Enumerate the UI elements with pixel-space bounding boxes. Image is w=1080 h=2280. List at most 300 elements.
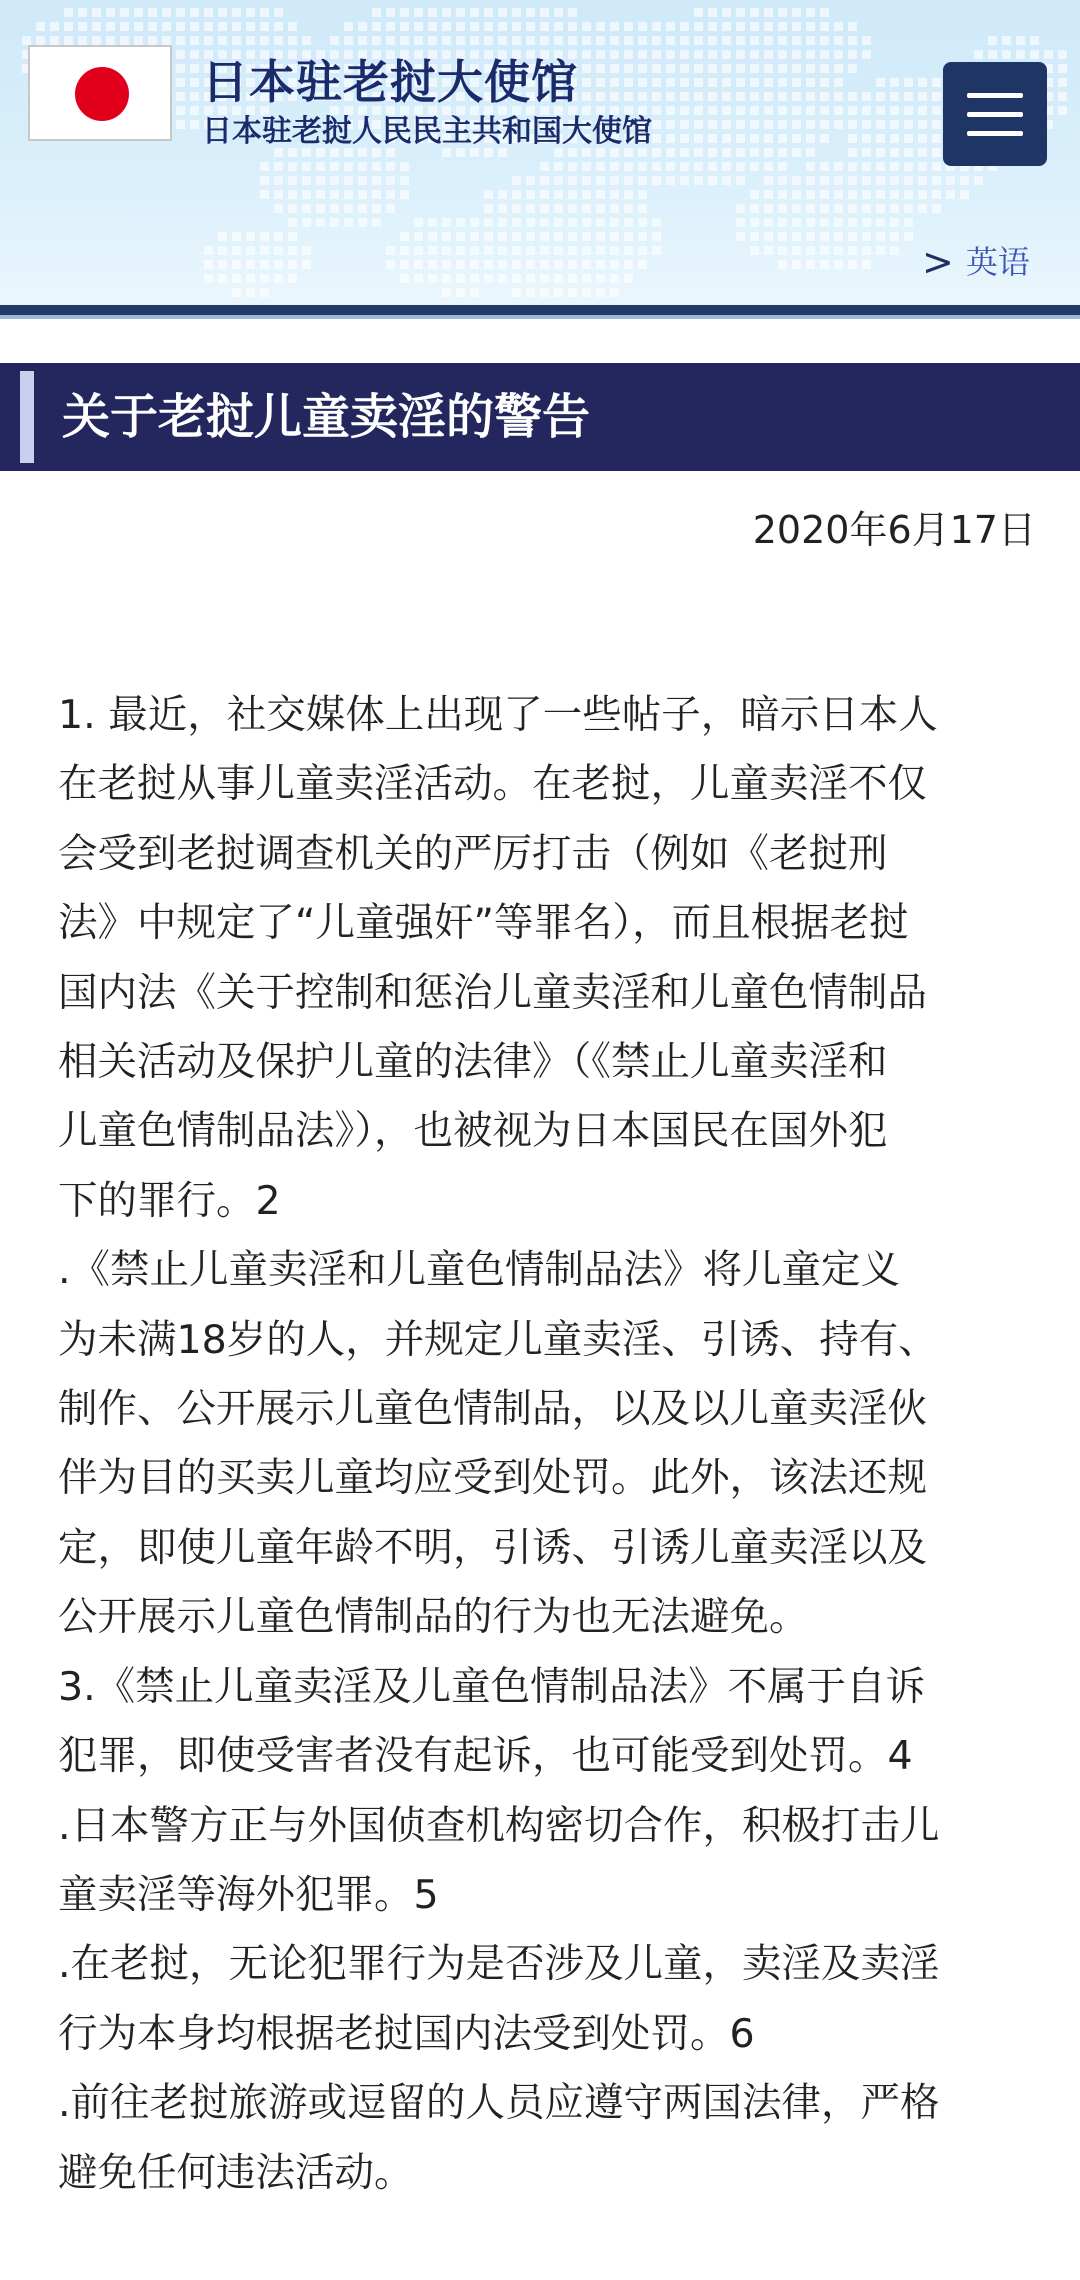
map-dot [890, 134, 899, 143]
map-dot [344, 22, 353, 31]
map-dot [904, 134, 913, 143]
map-dot [218, 22, 227, 31]
map-dot [694, 50, 703, 59]
site-title[interactable]: 日本驻老挝大使馆 [202, 55, 578, 109]
map-dot [218, 260, 227, 269]
map-dot [414, 246, 423, 255]
map-dot [778, 106, 787, 115]
map-dot [862, 36, 871, 45]
map-dot [694, 36, 703, 45]
map-dot [232, 274, 241, 283]
map-dot [246, 274, 255, 283]
map-dot [596, 274, 605, 283]
map-dot [708, 120, 717, 129]
map-dot [680, 148, 689, 157]
map-dot [778, 92, 787, 101]
map-dot [876, 204, 885, 213]
publish-date: 2020年6月17日 [752, 508, 1036, 552]
map-dot [470, 246, 479, 255]
map-dot [274, 260, 283, 269]
map-dot [568, 162, 577, 171]
map-dot [582, 22, 591, 31]
map-dot [176, 78, 185, 87]
map-dot [624, 64, 633, 73]
map-dot [470, 8, 479, 17]
map-dot [386, 260, 395, 269]
map-dot [624, 162, 633, 171]
map-dot [484, 218, 493, 227]
map-dot [778, 78, 787, 87]
article-line: 定，即使儿童年龄不明，引诱、引诱儿童卖淫以及 [58, 1524, 927, 1571]
map-dot [624, 92, 633, 101]
map-dot [596, 78, 605, 87]
map-dot [666, 92, 675, 101]
map-dot [694, 176, 703, 185]
map-dot [246, 288, 255, 297]
map-dot [638, 246, 647, 255]
map-dot [820, 162, 829, 171]
map-dot [1016, 50, 1025, 59]
map-dot [512, 288, 521, 297]
map-dot [764, 176, 773, 185]
map-dot [414, 22, 423, 31]
map-dot [582, 162, 591, 171]
map-dot [274, 176, 283, 185]
japan-flag-icon[interactable] [28, 45, 172, 141]
map-dot [302, 36, 311, 45]
map-dot [708, 148, 717, 157]
map-dot [820, 190, 829, 199]
map-dot [778, 36, 787, 45]
map-dot [694, 120, 703, 129]
map-dot [918, 120, 927, 129]
map-dot [470, 22, 479, 31]
map-dot [638, 92, 647, 101]
map-dot [904, 232, 913, 241]
map-dot [596, 36, 605, 45]
map-dot [274, 162, 283, 171]
map-dot [862, 232, 871, 241]
map-dot [526, 260, 535, 269]
map-dot [134, 8, 143, 17]
map-dot [498, 190, 507, 199]
map-dot [764, 22, 773, 31]
map-dot [78, 22, 87, 31]
map-dot [372, 36, 381, 45]
map-dot [806, 246, 815, 255]
map-dot [526, 176, 535, 185]
map-dot [652, 78, 661, 87]
map-dot [344, 36, 353, 45]
map-dot [694, 106, 703, 115]
flag-red-disc [75, 67, 129, 121]
map-dot [302, 260, 311, 269]
map-dot [764, 204, 773, 213]
map-dot [596, 162, 605, 171]
map-dot [554, 246, 563, 255]
map-dot [638, 36, 647, 45]
map-dot [190, 92, 199, 101]
map-dot [232, 232, 241, 241]
map-dot [288, 22, 297, 31]
map-dot [890, 190, 899, 199]
map-dot [400, 190, 409, 199]
menu-bar-top [967, 93, 1023, 98]
map-dot [526, 232, 535, 241]
menu-bar-middle [967, 112, 1023, 117]
map-dot [806, 64, 815, 73]
map-dot [204, 260, 213, 269]
map-dot [666, 148, 675, 157]
map-dot [610, 176, 619, 185]
map-dot [848, 22, 857, 31]
article-line: 1. 最近，社交媒体上出现了一些帖子，暗示日本人 [58, 692, 938, 738]
map-dot [344, 176, 353, 185]
map-dot [1002, 50, 1011, 59]
map-dot [554, 22, 563, 31]
map-dot [498, 8, 507, 17]
map-dot [358, 36, 367, 45]
map-dot [890, 232, 899, 241]
map-dot [624, 204, 633, 213]
map-dot [204, 36, 213, 45]
map-dot [540, 36, 549, 45]
article-line: 行为本身均根据老挝国内法受到处罚。6 [58, 2010, 755, 2057]
map-dot [484, 22, 493, 31]
map-dot [176, 64, 185, 73]
map-dot [750, 8, 759, 17]
map-dot [862, 162, 871, 171]
map-dot [162, 22, 171, 31]
map-dot [484, 260, 493, 269]
map-dot [372, 8, 381, 17]
article-line: 公开展示儿童色情制品的行为也无法避免。 [58, 1594, 809, 1641]
map-dot [358, 22, 367, 31]
map-dot [596, 50, 605, 59]
map-dot [862, 92, 871, 101]
map-dot [176, 36, 185, 45]
map-dot [610, 204, 619, 213]
map-dot [260, 36, 269, 45]
map-dot [610, 288, 619, 297]
map-dot [442, 36, 451, 45]
map-dot [568, 204, 577, 213]
map-dot [680, 162, 689, 171]
map-dot [288, 204, 297, 213]
map-dot [372, 162, 381, 171]
map-dot [862, 134, 871, 143]
map-dot [652, 36, 661, 45]
article-line: 为未满18岁的人，并规定儿童卖淫、引诱、持有、 [58, 1316, 938, 1363]
map-dot [582, 232, 591, 241]
map-dot [582, 204, 591, 213]
map-dot [1044, 50, 1053, 59]
map-dot [778, 120, 787, 129]
map-dot [540, 204, 549, 213]
map-dot [400, 246, 409, 255]
map-dot [820, 64, 829, 73]
article-line: .在老挝，无论犯罪行为是否涉及儿童，卖淫及卖淫 [58, 1941, 940, 1988]
map-dot [316, 162, 325, 171]
map-dot [834, 78, 843, 87]
map-dot [610, 92, 619, 101]
map-dot [890, 176, 899, 185]
map-dot [806, 8, 815, 17]
map-dot [554, 36, 563, 45]
map-dot [862, 50, 871, 59]
map-dot [582, 92, 591, 101]
map-dot [820, 8, 829, 17]
map-dot [302, 204, 311, 213]
map-dot [568, 274, 577, 283]
map-dot [526, 36, 535, 45]
map-dot [582, 288, 591, 297]
article-line: 在老挝从事儿童卖淫活动。在老挝，儿童卖淫不仅 [58, 761, 927, 808]
map-dot [610, 36, 619, 45]
site-subtitle[interactable]: 日本驻老挝人民民主共和国大使馆 [202, 114, 652, 149]
map-dot [792, 106, 801, 115]
map-dot [862, 148, 871, 157]
map-dot [218, 246, 227, 255]
map-dot [162, 36, 171, 45]
map-dot [778, 232, 787, 241]
map-dot [848, 162, 857, 171]
map-dot [610, 64, 619, 73]
map-dot [764, 78, 773, 87]
map-dot [624, 36, 633, 45]
map-dot [862, 218, 871, 227]
map-dot [764, 50, 773, 59]
map-dot [820, 36, 829, 45]
map-dot [792, 148, 801, 157]
map-dot [260, 190, 269, 199]
map-dot [526, 246, 535, 255]
map-dot [904, 120, 913, 129]
map-dot [302, 176, 311, 185]
map-dot [414, 8, 423, 17]
map-dot [64, 22, 73, 31]
map-dot [596, 218, 605, 227]
map-dot [750, 148, 759, 157]
map-dot [498, 22, 507, 31]
map-dot [78, 8, 87, 17]
map-dot [666, 134, 675, 143]
map-dot [778, 148, 787, 157]
map-dot [834, 64, 843, 73]
map-dot [540, 288, 549, 297]
map-dot [540, 218, 549, 227]
article-body [58, 681, 1028, 2208]
map-dot [904, 218, 913, 227]
article-line: 童卖淫等海外犯罪。5 [58, 1871, 439, 1918]
map-dot [764, 120, 773, 129]
map-dot [260, 176, 269, 185]
map-dot [512, 204, 521, 213]
map-dot [526, 274, 535, 283]
map-dot [848, 260, 857, 269]
map-dot [736, 120, 745, 129]
map-dot [330, 204, 339, 213]
map-dot [582, 246, 591, 255]
map-dot [736, 218, 745, 227]
map-dot [582, 50, 591, 59]
map-dot [638, 78, 647, 87]
language-switch[interactable] [922, 238, 1030, 286]
map-dot [610, 50, 619, 59]
map-dot [834, 106, 843, 115]
map-dot [288, 232, 297, 241]
map-dot [834, 218, 843, 227]
map-dot [750, 120, 759, 129]
map-dot [582, 36, 591, 45]
map-dot [904, 92, 913, 101]
map-dot [148, 22, 157, 31]
map-dot [778, 176, 787, 185]
map-dot [666, 162, 675, 171]
map-dot [260, 246, 269, 255]
map-dot [302, 218, 311, 227]
map-dot [498, 260, 507, 269]
map-dot [176, 8, 185, 17]
map-dot [190, 50, 199, 59]
map-dot [1030, 36, 1039, 45]
header-divider [0, 305, 1080, 315]
map-dot [162, 8, 171, 17]
article-line: 儿童色情制品法》），也被视为日本国民在国外犯 [58, 1108, 888, 1155]
map-dot [568, 288, 577, 297]
map-dot [540, 162, 549, 171]
map-dot [190, 120, 199, 129]
map-dot [120, 22, 129, 31]
map-dot [722, 148, 731, 157]
map-dot [764, 36, 773, 45]
map-dot [750, 36, 759, 45]
map-dot [862, 204, 871, 213]
map-dot [778, 204, 787, 213]
map-dot [148, 36, 157, 45]
map-dot [764, 134, 773, 143]
map-dot [876, 134, 885, 143]
map-dot [750, 162, 759, 171]
map-dot [806, 232, 815, 241]
map-dot [1058, 64, 1067, 73]
map-dot [666, 176, 675, 185]
map-dot [274, 204, 283, 213]
map-dot [624, 78, 633, 87]
map-dot [372, 190, 381, 199]
map-dot [204, 22, 213, 31]
page-title: 关于老挝儿童卖淫的警告 [62, 389, 591, 445]
map-dot [652, 232, 661, 241]
map-dot [274, 274, 283, 283]
map-dot [568, 246, 577, 255]
article-line: 相关活动及保护儿童的法律》（《禁止儿童卖淫和 [58, 1039, 888, 1086]
map-dot [792, 36, 801, 45]
map-dot [862, 120, 871, 129]
map-dot [932, 92, 941, 101]
map-dot [456, 288, 465, 297]
map-dot [820, 232, 829, 241]
language-link-english[interactable]: 英语 [965, 243, 1030, 281]
map-dot [1058, 50, 1067, 59]
map-dot [848, 246, 857, 255]
map-dot [624, 22, 633, 31]
map-dot [834, 50, 843, 59]
map-dot [792, 260, 801, 269]
map-dot [288, 36, 297, 45]
map-dot [722, 176, 731, 185]
map-dot [932, 106, 941, 115]
map-dot [1058, 78, 1067, 87]
map-dot [652, 176, 661, 185]
map-dot [232, 8, 241, 17]
map-dot [512, 232, 521, 241]
map-dot [764, 148, 773, 157]
map-dot [498, 274, 507, 283]
map-dot [1002, 36, 1011, 45]
map-dot [78, 36, 87, 45]
menu-button[interactable] [943, 62, 1047, 166]
map-dot [190, 78, 199, 87]
map-dot [890, 106, 899, 115]
map-dot [554, 162, 563, 171]
map-dot [652, 120, 661, 129]
map-dot [778, 8, 787, 17]
map-dot [708, 8, 717, 17]
map-dot [988, 50, 997, 59]
map-dot [806, 36, 815, 45]
map-dot [750, 232, 759, 241]
map-dot [344, 162, 353, 171]
map-dot [960, 190, 969, 199]
map-dot [778, 162, 787, 171]
map-dot [694, 64, 703, 73]
map-dot [694, 92, 703, 101]
map-dot [638, 204, 647, 213]
map-dot [540, 246, 549, 255]
map-dot [876, 162, 885, 171]
map-dot [904, 162, 913, 171]
map-dot [680, 64, 689, 73]
article-line: 犯罪，即使受害者没有起诉，也可能受到处罚。4 [58, 1733, 913, 1780]
map-dot [596, 288, 605, 297]
map-dot [624, 218, 633, 227]
map-dot [652, 246, 661, 255]
map-dot [918, 92, 927, 101]
map-dot [624, 50, 633, 59]
map-dot [526, 22, 535, 31]
map-dot [120, 8, 129, 17]
map-dot [582, 260, 591, 269]
map-dot [820, 92, 829, 101]
map-dot [918, 190, 927, 199]
map-dot [862, 190, 871, 199]
map-dot [610, 232, 619, 241]
map-dot [806, 106, 815, 115]
map-dot [540, 190, 549, 199]
map-dot [834, 162, 843, 171]
article-line: 国内法《关于控制和惩治儿童卖淫和儿童色情制品 [58, 969, 927, 1016]
map-dot [988, 36, 997, 45]
map-dot [722, 106, 731, 115]
map-dot [834, 36, 843, 45]
map-dot [708, 36, 717, 45]
map-dot [792, 218, 801, 227]
map-dot [750, 22, 759, 31]
map-dot [232, 288, 241, 297]
map-dot [792, 134, 801, 143]
map-dot [428, 260, 437, 269]
